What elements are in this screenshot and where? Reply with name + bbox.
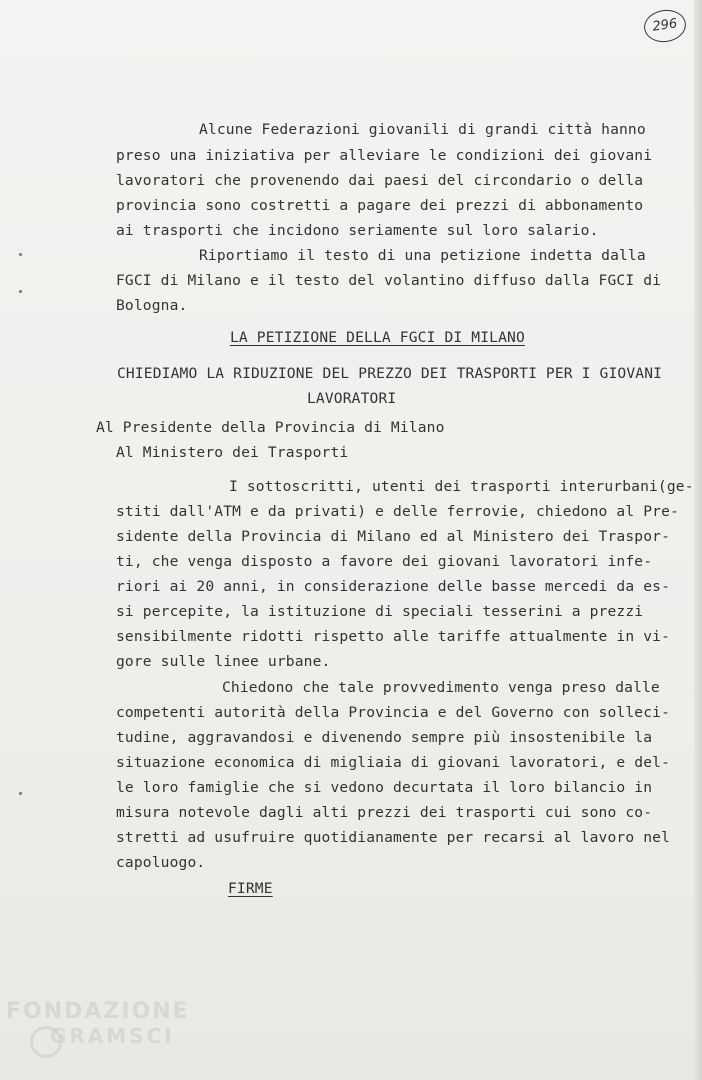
paper-edge [694,0,702,1080]
body-line: capoluogo. [116,854,206,871]
intro-line: provincia sono costretti a pagare dei prezzi di abbonamento [116,197,644,214]
watermark-line: FONDAZIONE [6,999,190,1024]
intro-line: lavoratori che provenendo dai paesi del circondario o della [116,172,644,189]
body-line: riori ai 20 anni, in considerazione delle basse mercedi da es- [116,578,671,595]
body-line: competenti autorità della Provincia e del Governo con solleci- [116,704,671,721]
intro-line: FGCI di Milano e il testo del volantino diffuso dalla FGCI di [116,272,662,289]
body-line: le loro famiglie che si vedono decurtata il loro bilancio in [116,779,653,796]
petition-heading-line: CHIEDIAMO LA RIDUZIONE DEL PREZZO DEI TRASPORTI PER I GIOVANI [117,365,663,382]
body-line: si percepite, la istituzione di speciali tesserini a prezzi [116,603,644,620]
body-line: sidente della Provincia di Milano ed al Ministero dei Traspor- [116,528,671,545]
intro-line: preso una iniziativa per alleviare le condizioni dei giovani [116,147,653,164]
margin-mark [19,792,22,795]
intro-line: Bologna. [116,297,188,314]
signatures-label: FIRME [228,880,273,897]
watermark-line: GRAMSCI [50,1024,175,1048]
watermark [6,1000,190,1048]
body-line: stiti dall'ATM e da privati) e delle ferrovie, chiedono al Pre- [116,503,679,520]
section-title: LA PETIZIONE DELLA FGCI DI MILANO [230,329,525,346]
intro-line: ai trasporti che incidono seriamente sul loro salario. [116,222,599,239]
body-line: Chiedono che tale provvedimento venga preso dalle [222,679,660,696]
petition-heading-line: LAVORATORI [307,390,397,407]
body-line: gore sulle linee urbane. [116,653,331,670]
body-line: misura notevole dagli alti prezzi dei trasporti cui sono co- [116,804,653,821]
body-line: situazione economica di migliaia di giovani lavoratori, e del- [116,754,671,771]
margin-mark [19,290,22,293]
margin-mark [19,253,22,256]
addressee: Al Ministero dei Trasporti [116,444,349,461]
body-line: sensibilmente ridotti rispetto alle tariffe attualmente in vi- [116,628,671,645]
body-line: I sottoscritti, utenti dei trasporti interurbani(ge- [229,478,694,495]
body-line: stretti ad usufruire quotidianamente per recarsi al lavoro nel [116,829,671,846]
body-line: tudine, aggravandosi e divenendo sempre più insostenibile la [116,729,653,746]
page-number: 296 [642,7,688,45]
addressee: Al Presidente della Provincia di Milano [96,419,445,436]
intro-line: Riportiamo il testo di una petizione indetta dalla [199,247,646,264]
intro-line: Alcune Federazioni giovanili di grandi città hanno [199,121,646,138]
body-line: ti, che venga disposto a favore dei giovani lavoratori infe- [116,553,653,570]
